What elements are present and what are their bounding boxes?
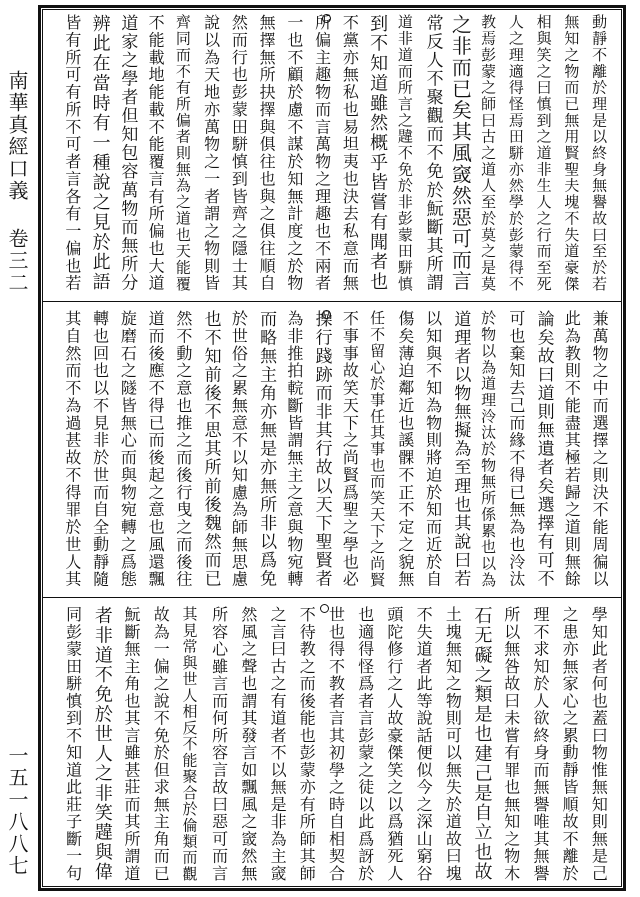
text-column: 同彭蒙田駢慎到不知道此莊子斷一句	[63, 606, 83, 882]
text-column: 也不知前後不思其所前後魏然而已	[200, 310, 221, 588]
volume-label: 卷三二	[5, 228, 29, 294]
text-column: 其自然而不為過甚故不得罪於世人其	[62, 310, 82, 588]
text-column: 傷矣薄迫鄰近也謑髁不正不定之貌無	[395, 310, 415, 588]
text-column: 操行踐跡而非其行故以天下聖賢者	[311, 310, 332, 588]
panel-divider-2	[43, 597, 621, 598]
text-column: 無擇無所抉擇與俱往也與之俱往順自	[257, 14, 277, 292]
margin-page-number: 一五一八八七	[5, 745, 29, 877]
text-column: 不事事故笑天下之尚賢爲聖之學也必	[340, 310, 360, 588]
text-column: 不待教之而後能也彭蒙亦有所師其師	[297, 606, 317, 882]
text-column: 魭斷無主角也其言雖甚莊而其所謂道	[122, 606, 142, 882]
text-column: 此為教則不能盡其極若歸之道則無餘	[562, 310, 582, 588]
text-column: 然風之聲也謂其發言如飄風之窢然無	[238, 606, 258, 882]
text-column: 然而行也彭蒙田駢慎到皆齊之隱士其	[229, 14, 249, 292]
margin-title	[2, 70, 32, 294]
text-column: 也適得怪爲者言彭蒙之徒以此爲訝於	[355, 606, 375, 882]
text-column: 不能載地能載不能覆言有所偏也大道	[146, 14, 166, 292]
text-column: 學知此者何也蓋曰物惟無知則無是己	[589, 606, 609, 882]
text-column: 任不留心於事任其事也而笑天下之尚賢	[368, 310, 387, 588]
text-column: 道理者以物無擬為至理也其說曰若	[450, 310, 471, 588]
text-column: 所容心雖言而何所容言故曰惡可而言	[209, 606, 229, 882]
text-column: 之患亦無家心之累動靜皆順故不離於	[560, 606, 580, 882]
text-column: 其見常與世人相反不能聚合於倫類而觀	[180, 606, 199, 882]
text-column: 石无礙之類是也建己是自立也故	[471, 606, 493, 882]
text-panel-3	[58, 606, 613, 886]
text-column: 所偏主趣物而言萬物之理趣也不兩者	[312, 14, 332, 292]
text-column: 頭陀修行之人故豪傑笑之以爲猶死人	[384, 606, 404, 882]
text-column: 道家之學者但知包容萬物而無所分	[117, 14, 138, 292]
text-column: 說以為天地亦萬物之一者謂之物則皆	[201, 14, 221, 292]
text-column: 可也棄知去己而緣不得已無為也泠汰	[506, 310, 526, 588]
text-column: 皆有所可有所不可者言各有一偏也若	[62, 14, 82, 292]
text-column: 理不求知於人欲終身而無譽唯其無譽	[530, 606, 550, 882]
text-column: 之非而已矣其風窢然惡可而言	[448, 14, 473, 292]
text-column: 於物以為道理泠汰於物無所係累也以為	[479, 310, 498, 588]
panel-divider-1	[43, 301, 621, 302]
text-column: 教焉彭蒙之師曰古之道人至於莫之是莫	[479, 14, 498, 292]
text-column: 動靜不離於理是以終身無譽故曰至於若	[590, 14, 609, 292]
book-title: 南華真經口義	[5, 70, 29, 202]
text-column: 一也不顧於慮不謀於知無計度之於物	[284, 14, 304, 292]
text-column: 旋磨石之隧皆無心而與物宛轉之爲態	[118, 310, 138, 588]
text-column: 於世俗之累無意不以知慮為師無思慮	[229, 310, 249, 588]
text-column: 辨此在當時有一種說之見於此語	[89, 14, 111, 292]
text-column: 相與笑之曰慎到之道非生人之行而至死	[534, 14, 553, 292]
text-column: 為非推拍輐斷皆謂無主之意與物宛轉	[284, 310, 304, 588]
text-column: 兼萬物之中而選擇之則決不能周徧以	[590, 310, 610, 588]
text-column: 道非道而所言之韙不免於非彭蒙田駢慎	[395, 14, 414, 292]
text-column: 不失道者此等說話便似今之深山窮谷	[414, 606, 434, 882]
text-column: 論矣故曰道則無遺者矣選擇有可不	[533, 310, 554, 588]
text-column: 世也得不教者言其初學之時自相契合	[326, 606, 346, 882]
text-column: 土塊無知之物則可以無失於道故曰塊	[443, 606, 463, 882]
text-column: 以知與不知為物則將迫於知而近於自	[423, 310, 443, 588]
text-column: 之言曰古之有道者不以無是非為主窢	[268, 606, 288, 882]
text-column: 然不動之意也推之而後行曳之而後往	[173, 310, 193, 588]
text-column: 者非道不免於世人之非笑韙與偉	[91, 606, 113, 882]
text-panel-1	[58, 14, 613, 296]
text-panel-2	[58, 310, 613, 592]
text-column: 常反人不聚觀而不免於魭斷其所謂	[422, 14, 443, 292]
text-column: 不黨亦無私也易坦夷也決去私意而無	[340, 14, 360, 292]
text-column: 轉也回也以不見非於世而自全動靜隨	[90, 310, 110, 588]
text-column: 人之理適得怪焉田駢亦然學於彭蒙得不	[506, 14, 525, 292]
text-column: 無知之物而已無用賢聖夫塊不失道豪傑	[562, 14, 581, 292]
text-column: 齊同而不有所偏者則無為之道也天能覆	[173, 14, 192, 292]
text-column: 所以無咎故曰未嘗有罪也無知之物木	[501, 606, 521, 882]
text-column: 到不知道雖然概乎皆嘗有聞者也	[367, 14, 389, 292]
text-column: 故為一偏之說不免於但求無主角而已	[151, 606, 171, 882]
text-column: 而略無主角亦無是亦無所非以爲免	[256, 310, 277, 588]
text-column: 道而後應不得已而後起之意也風還飄	[146, 310, 166, 588]
